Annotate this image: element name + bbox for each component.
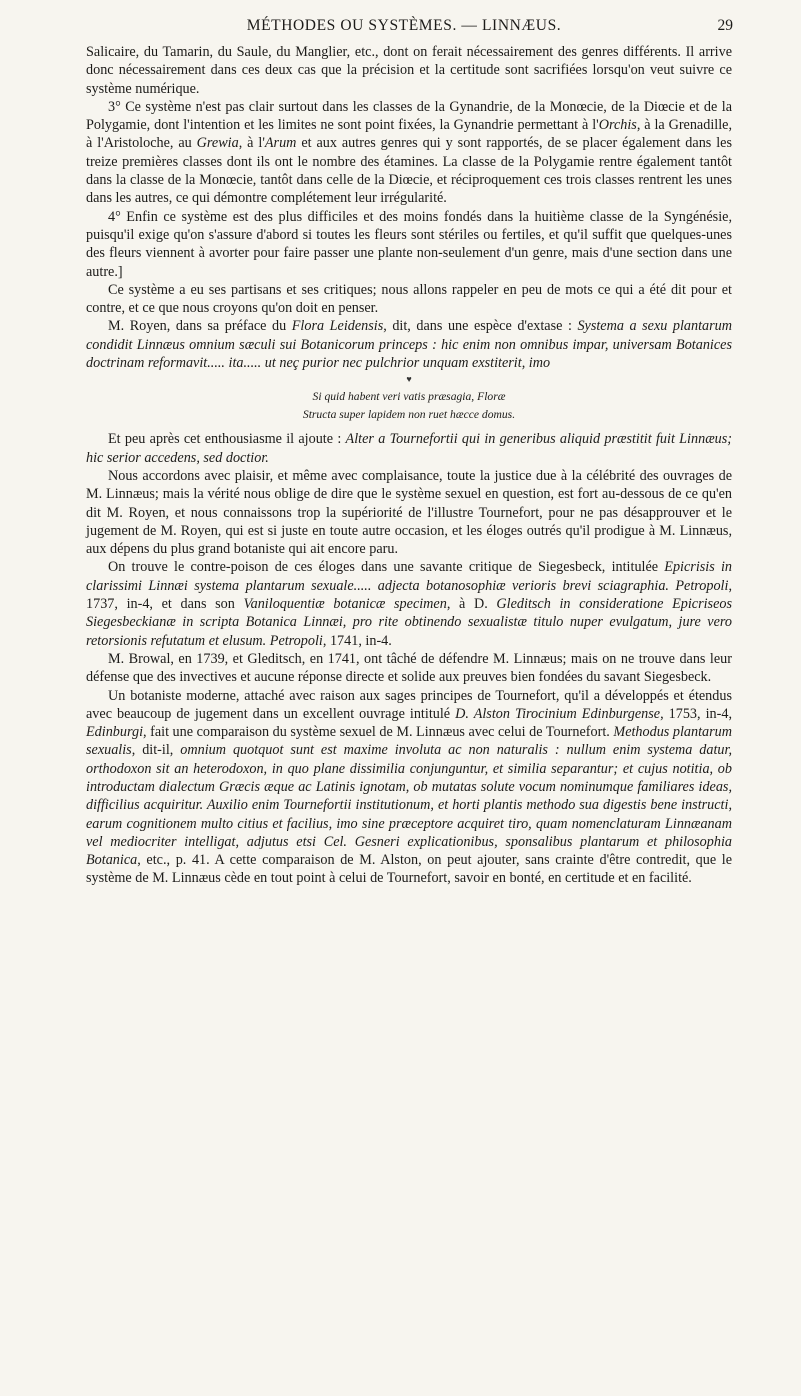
- italic-run: Systema a sexu plantarum condidit Linnæus omnium sæculi sui Botanicorum princeps : hic enim non omnibus impar, universam Botanices doctrinam reformavit..... ita..... ut neç purior nec pulchrior unquam exstiterit, imo: [86, 318, 732, 372]
- text-run: , fait une comparaison du système sexuel de M. Linnæus avec celui de Tournefort.: [143, 724, 614, 741]
- paragraph: [86, 208, 732, 281]
- text-run: Ce système a eu ses partisans et ses critiques; nous allons rappeler en peu de mots ce qui a été dit pour et contre, et ce que nous croyons qu'on doit en penser.: [86, 281, 732, 317]
- text-run: On trouve le contre-poison de ces éloges dans une savante critique de Siegesbeck, intitulée: [108, 559, 665, 576]
- italic-run: Gleditsch in consideratione Epicriseos Siegesbeckianæ in scripta Botanica Linnæi, pro rite obtinendo sexualistæ titulo nuper evulgatum, jure vero retorsionis refutatum et elusum. Petropoli: [86, 596, 732, 649]
- italic-run: Edinburgi: [86, 724, 144, 741]
- italic-run: Arum: [264, 135, 297, 152]
- text-run: 3° Ce système n'est pas clair surtout dans les classes de la Gynandrie, de la Monœcie, de la Diœcie et de la Polygamie, dont l'intention et les limites ne sont point fixées, la Gynandrie permettant à l': [86, 98, 732, 134]
- running-header: [75, 17, 733, 37]
- italic-run: omnium quotquot sunt est maxime involuta ac non naturalis : nullum enim systema datur, orthodoxon sit an heterodoxon, in quo plane dissimilia conjunguntur, et similia separantur; et cujus notitia, ob introductam dialectum Græcis æque ac Latinis ignotam, ob mutatas solute vocum nominumque familiares ideas, difficilius acquiritur. Auxilio enim Tournefortii institutionum, et horti plantis methodo sua digestis bene instructi, earum cognitionem multo citius et facilius, imo sine præceptore acquiret tiro, quam nomenclaturam Linnæanam vel mediocriter intelligat, adjutus etsi Cel. Gesneri explicationibus, sponsalibus plantarum et philosophia Botanica: [86, 742, 733, 869]
- italic-run: Orchis: [598, 117, 637, 134]
- text-run: , etc., p. 41. A cette comparaison de M. Alston, on peut ajouter, sans crainte d'être contredit, que le système de M. Linnæus cède en tout point à celui de Tournefort, savoir en bonté, en certitude et en facilité.: [86, 852, 732, 887]
- ornament: ♥: [406, 374, 412, 385]
- text-run: , dit, dans une espèce d'extase :: [383, 318, 578, 335]
- text-run: , 1741, in-4.: [322, 632, 392, 649]
- text-run: , 1737, in-4, et dans son: [86, 577, 732, 613]
- paragraph: [86, 558, 732, 649]
- italic-run: D. Alston Tirocinium Edinburgense: [455, 705, 661, 722]
- verse-line: Structa super lapidem non ruet hæcce domus.: [302, 408, 516, 422]
- text-run: Un botaniste moderne, attaché avec raison aux sages principes de Tournefort, qu'il a développés et étendus avec beaucoup de jugement dans un excellent ouvrage intitulé: [86, 687, 732, 722]
- text-run: M. Royen, dans sa préface du: [108, 318, 292, 335]
- italic-run: Vaniloquentiæ botanicæ specimen: [243, 596, 447, 613]
- text-part-1: [86, 43, 732, 372]
- text-run: , à l': [238, 135, 265, 152]
- text-run: , à D.: [446, 596, 497, 613]
- italic-run: Alter a Tournefortii qui in generibus aliquid præstitit fuit Linnæus; hic serior accedens, sed doctior.: [86, 431, 732, 466]
- paragraph: [86, 98, 732, 208]
- paragraph: [86, 467, 732, 558]
- page-body: [86, 43, 732, 888]
- italic-run: Epicrisis in clarissimi Linnæi systema plantarum sexuale..... adjecta botanosophiæ verioris brevi sciagraphia. Petropoli: [86, 559, 732, 594]
- italic-run: Grewia: [196, 135, 239, 152]
- italic-run: Methodus plantarum sexualis: [86, 724, 732, 759]
- text-run: et aux autres genres qui y sont rapportés, de se placer également dans les treize premières classes dont ils ont le nombre des étamines. La classe de la Polygamie rentre également tantôt dans la classe de la Monœcie, tantôt dans celle de la Diœcie, et réciproquement ces trois classes rentrent les unes dans les autres, ce qui démontre complétement leur irrégularité.: [86, 135, 732, 207]
- paragraph: [86, 687, 732, 888]
- paragraph: [86, 430, 732, 467]
- text-run: Nous accordons avec plaisir, et même avec complaisance, toute la justice due à la célébrité des ouvrages de M. Linnæus; mais la vérité nous oblige de dire que le système sexuel en question, est fort au-dessous de ce qu'en dit M. Royen, et nous connaissons trop la supériorité de l'illustre Tournefort, pour ne pas désapprouver et le jugement de M. Royen, qui est si juste en toute autre occasion, et les éloges outrés qu'il prodigue à M. Linnæus, aux dépens du plus grand botaniste qui ait encore paru.: [86, 467, 732, 558]
- text-run: M. Browal, en 1739, et Gleditsch, en 1741, ont tâché de défendre M. Linnæus; mais on ne trouve dans leur défense que des invectives et aucune réponse directe et solide aux preuves bien fondées du savant Siegesbeck.: [86, 650, 732, 686]
- text-run: 4° Enfin ce système est des plus difficiles et des moins fondés dans la huitième classe de la Syngénésie, puisqu'il exige qu'on s'assure d'abord si toutes les fleurs sont stériles ou fertiles, et qu'il suffit que quelques-unes des fleurs viennent à avorter pour faire passer une plante non-seulement d'un genre, mais d'une section dans une autre.]: [86, 208, 732, 280]
- text-run: Et peu après cet enthousiasme il ajoute :: [108, 431, 346, 448]
- paragraph: [86, 650, 732, 687]
- paragraph: [86, 317, 732, 372]
- text-run: , à la Grenadille, à l'Aristoloche, au: [86, 117, 732, 152]
- text-part-2: [86, 430, 732, 887]
- text-run: , 1753, in-4,: [660, 705, 733, 722]
- text-run: Salicaire, du Tamarin, du Saule, du Manglier, etc., dont on ferait nécessairement des genres différents. Il arrive donc nécessairement dans ces deux cas que la précision et la certitude sont sacrifiées lorsqu'on veut suivre ce système numérique.: [86, 44, 732, 97]
- text-run: , dit-il,: [131, 742, 181, 759]
- verse-quote: [86, 388, 732, 424]
- running-title: MÉTHODES OU SYSTÈMES. — LINNÆUS.: [246, 17, 562, 34]
- paragraph: [86, 281, 732, 318]
- verse-line: Si quid habent veri vatis præsagia, Floræ: [312, 390, 506, 404]
- paragraph: [86, 43, 732, 98]
- page-number: 29: [717, 17, 733, 34]
- italic-run: Flora Leidensis: [291, 318, 384, 335]
